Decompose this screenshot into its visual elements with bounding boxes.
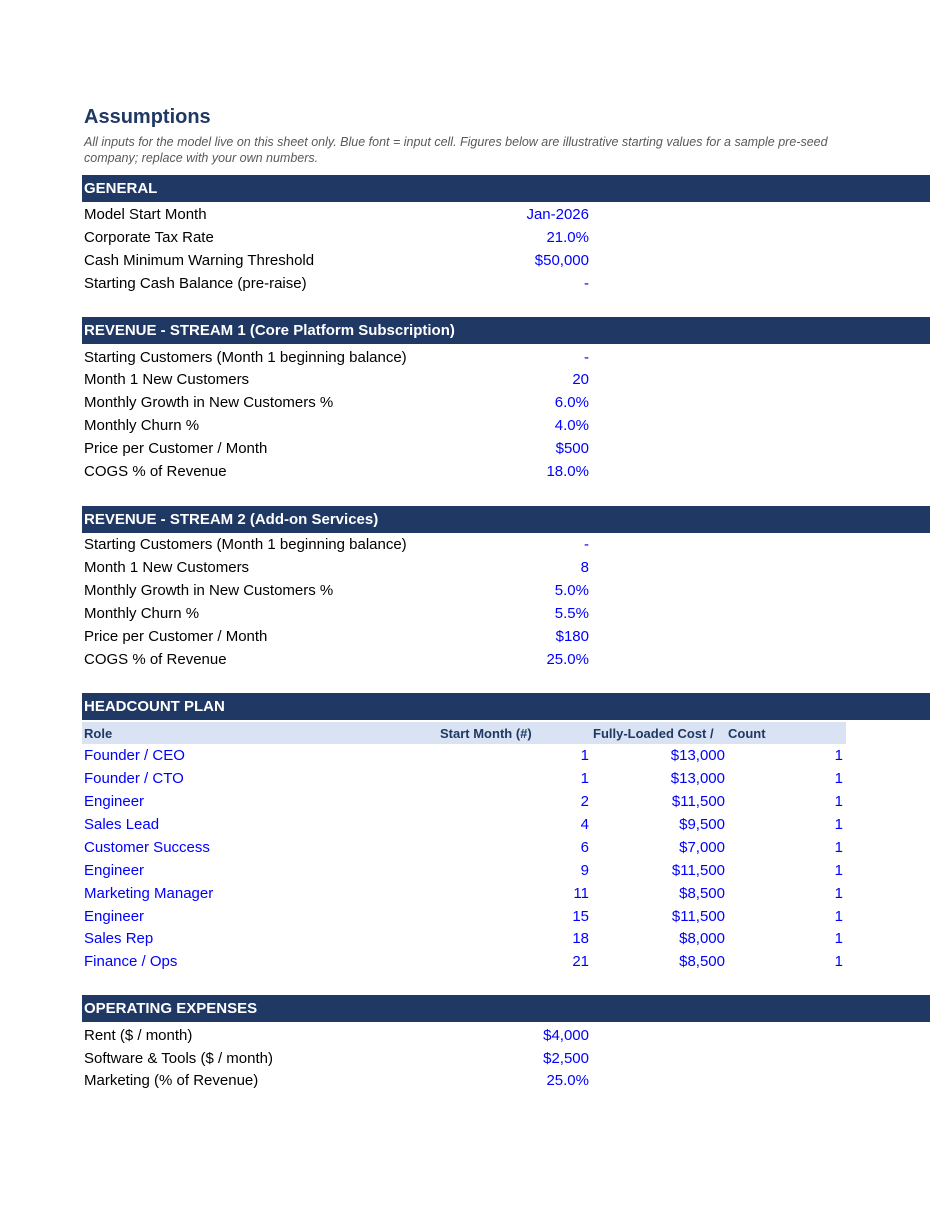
count-cell[interactable]: 1 bbox=[834, 885, 843, 902]
headcount-column-headers bbox=[82, 722, 846, 744]
row-label: Starting Customers (Month 1 beginning balance) bbox=[84, 536, 407, 553]
start-month-cell[interactable]: 2 bbox=[580, 793, 589, 810]
role-cell[interactable]: Founder / CTO bbox=[84, 770, 184, 787]
start-month-cell[interactable]: 21 bbox=[572, 953, 589, 970]
column-header-role: Role bbox=[84, 726, 113, 741]
input-cell[interactable]: - bbox=[584, 275, 589, 292]
role-cell[interactable]: Marketing Manager bbox=[84, 885, 214, 902]
cost-cell[interactable]: $11,500 bbox=[671, 862, 725, 879]
row-label: Rent ($ / month) bbox=[84, 1027, 193, 1044]
cost-cell[interactable]: $8,500 bbox=[679, 885, 725, 902]
row-label: Corporate Tax Rate bbox=[84, 229, 214, 246]
section-header-general: GENERAL bbox=[82, 175, 930, 202]
input-cell[interactable]: 18.0% bbox=[546, 463, 589, 480]
role-cell[interactable]: Customer Success bbox=[84, 839, 210, 856]
row-label: Starting Customers (Month 1 beginning balance) bbox=[84, 349, 407, 366]
row-label: Monthly Growth in New Customers % bbox=[84, 394, 334, 411]
cost-cell[interactable]: $8,000 bbox=[679, 930, 725, 947]
cost-cell[interactable]: $7,000 bbox=[679, 839, 725, 856]
instructions-note: All inputs for the model live on this sheet only. Blue font = input cell. Figures below are illustrative starting values for a sample pre-seed company; replace with your own numbers. bbox=[84, 135, 828, 165]
count-cell[interactable]: 1 bbox=[834, 839, 843, 856]
cost-cell[interactable]: $13,000 bbox=[670, 747, 725, 764]
input-cell[interactable]: 5.5% bbox=[554, 605, 589, 622]
start-month-cell[interactable]: 18 bbox=[572, 930, 589, 947]
row-label: Marketing (% of Revenue) bbox=[84, 1072, 259, 1089]
start-month-cell[interactable]: 6 bbox=[580, 839, 589, 856]
input-cell[interactable]: - bbox=[584, 536, 589, 553]
row-label: COGS % of Revenue bbox=[84, 463, 227, 480]
role-cell[interactable]: Sales Rep bbox=[84, 930, 154, 947]
row-label: Monthly Churn % bbox=[84, 605, 200, 622]
start-month-cell[interactable]: 1 bbox=[580, 747, 589, 764]
input-cell[interactable]: Jan-2026 bbox=[526, 206, 589, 223]
input-cell[interactable]: 5.0% bbox=[554, 582, 589, 599]
role-cell[interactable]: Engineer bbox=[84, 908, 145, 925]
row-label: Month 1 New Customers bbox=[84, 371, 250, 388]
role-cell[interactable]: Sales Lead bbox=[84, 816, 160, 833]
cost-cell[interactable]: $13,000 bbox=[670, 770, 725, 787]
column-header-start-month: Start Month (#) bbox=[440, 726, 532, 741]
start-month-cell[interactable]: 9 bbox=[580, 862, 589, 879]
row-label: Software & Tools ($ / month) bbox=[84, 1050, 273, 1067]
count-cell[interactable]: 1 bbox=[834, 908, 843, 925]
section-header-stream2: REVENUE - STREAM 2 (Add-on Services) bbox=[82, 506, 930, 533]
input-cell[interactable]: 4.0% bbox=[554, 417, 589, 434]
page-title: Assumptions bbox=[84, 106, 211, 128]
cost-cell[interactable]: $11,500 bbox=[671, 793, 725, 810]
row-label: Starting Cash Balance (pre-raise) bbox=[84, 275, 307, 292]
start-month-cell[interactable]: 11 bbox=[573, 885, 589, 902]
row-label: COGS % of Revenue bbox=[84, 651, 227, 668]
input-cell[interactable]: $50,000 bbox=[534, 252, 589, 269]
input-cell[interactable]: 8 bbox=[580, 559, 589, 576]
start-month-cell[interactable]: 15 bbox=[572, 908, 589, 925]
column-header-count: Count bbox=[728, 726, 766, 741]
input-cell[interactable]: 20 bbox=[572, 371, 589, 388]
role-cell[interactable]: Finance / Ops bbox=[84, 953, 178, 970]
count-cell[interactable]: 1 bbox=[834, 930, 843, 947]
input-cell[interactable]: $180 bbox=[555, 628, 589, 645]
row-label: Price per Customer / Month bbox=[84, 628, 268, 645]
row-label: Monthly Growth in New Customers % bbox=[84, 582, 334, 599]
column-header-cost: Fully-Loaded Cost / bbox=[593, 726, 714, 741]
section-header-opex: OPERATING EXPENSES bbox=[82, 995, 930, 1022]
role-cell[interactable]: Founder / CEO bbox=[84, 747, 185, 764]
row-label: Month 1 New Customers bbox=[84, 559, 250, 576]
count-cell[interactable]: 1 bbox=[834, 793, 843, 810]
count-cell[interactable]: 1 bbox=[834, 953, 843, 970]
count-cell[interactable]: 1 bbox=[834, 770, 843, 787]
input-cell[interactable]: 25.0% bbox=[546, 1072, 589, 1089]
start-month-cell[interactable]: 1 bbox=[580, 770, 589, 787]
cost-cell[interactable]: $9,500 bbox=[679, 816, 725, 833]
row-label: Model Start Month bbox=[84, 206, 207, 223]
input-cell[interactable]: 6.0% bbox=[554, 394, 589, 411]
role-cell[interactable]: Engineer bbox=[84, 793, 145, 810]
input-cell[interactable]: $500 bbox=[555, 440, 589, 457]
role-cell[interactable]: Engineer bbox=[84, 862, 145, 879]
section-header-headcount: HEADCOUNT PLAN bbox=[82, 693, 930, 720]
count-cell[interactable]: 1 bbox=[834, 862, 843, 879]
row-label: Price per Customer / Month bbox=[84, 440, 268, 457]
count-cell[interactable]: 1 bbox=[834, 816, 843, 833]
section-header-stream1: REVENUE - STREAM 1 (Core Platform Subscription) bbox=[82, 317, 930, 344]
start-month-cell[interactable]: 4 bbox=[580, 816, 589, 833]
input-cell[interactable]: 21.0% bbox=[546, 229, 589, 246]
cost-cell[interactable]: $8,500 bbox=[679, 953, 725, 970]
count-cell[interactable]: 1 bbox=[834, 747, 843, 764]
cost-cell[interactable]: $11,500 bbox=[671, 908, 725, 925]
row-label: Cash Minimum Warning Threshold bbox=[84, 252, 315, 269]
input-cell[interactable]: - bbox=[584, 349, 589, 366]
input-cell[interactable]: $4,000 bbox=[543, 1027, 589, 1044]
input-cell[interactable]: 25.0% bbox=[546, 651, 589, 668]
input-cell[interactable]: $2,500 bbox=[543, 1050, 589, 1067]
row-label: Monthly Churn % bbox=[84, 417, 200, 434]
